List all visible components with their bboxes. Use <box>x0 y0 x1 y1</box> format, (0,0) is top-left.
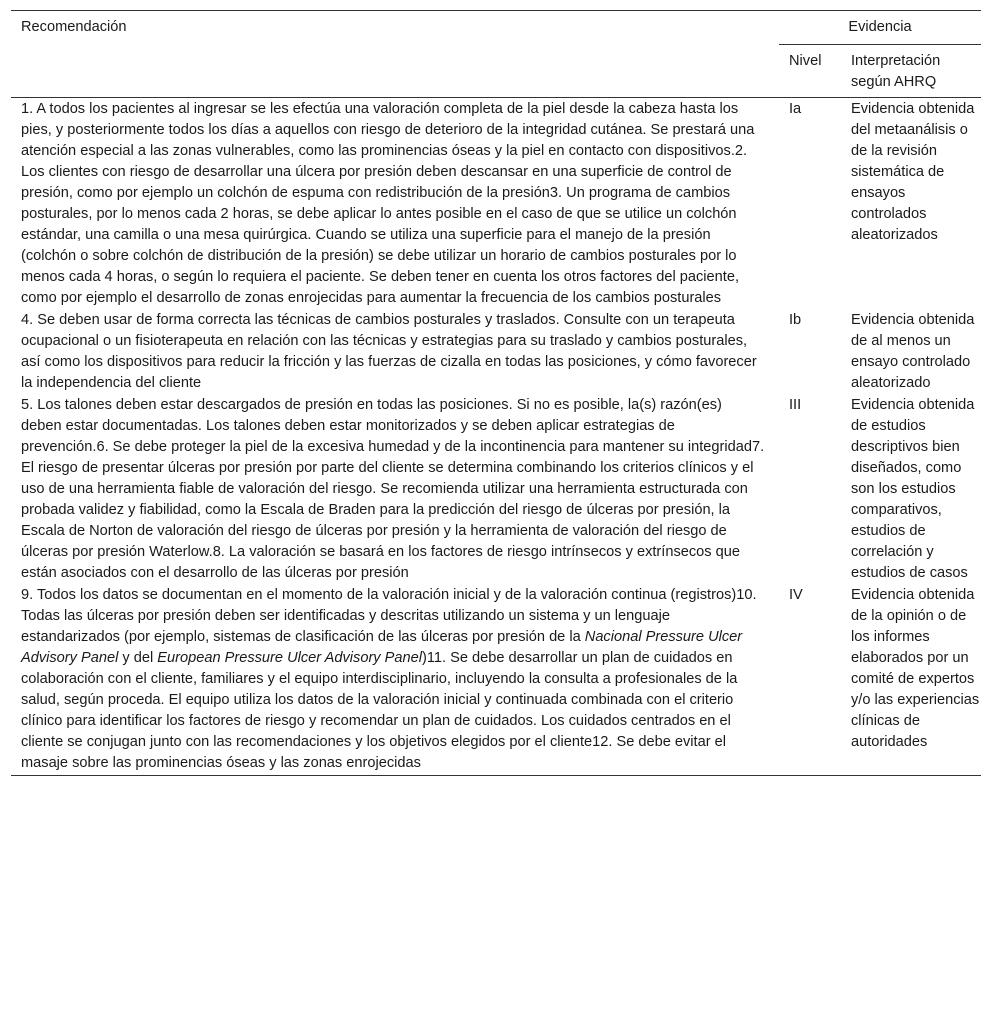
header-row <box>11 11 981 45</box>
interpretation-cell: Evidencia obtenida de estudios descriptivos bien diseñados, como son los estudios comparativos, estudios de correlación y estudios de casos <box>851 397 975 581</box>
header-recommendation: Recomendación <box>11 11 779 98</box>
evidence-table-container <box>11 10 981 776</box>
level-cell: Ia <box>789 101 802 117</box>
header-level: Nivel <box>779 45 841 98</box>
recommendations-table <box>11 10 981 776</box>
header-interpretation: Interpretación según AHRQ <box>841 45 981 98</box>
recommendation-text: y del <box>118 650 158 666</box>
recommendation-cell: 4. Se deben usar de forma correcta las técnicas de cambios posturales y traslados. Consulte con un terapeuta ocupacional o un fisioterapeuta en relación con las técnicas y estrategias para su traslado y cambios posturales, así como los dispositivos para reducir la fricción y las fuerzas de cizalla en todas las posiciones, y cómo favorecer la independencia del cliente <box>21 312 757 391</box>
level-cell: III <box>789 397 802 413</box>
recommendation-cell: 1. A todos los pacientes al ingresar se les efectúa una valoración completa de la piel desde la cabeza hasta los pies, y posteriormente todos los días a aquellos con riesgo de deterioro de la integridad cutánea. Se prestará una atención especial a las zonas vulnerables, como las prominencias óseas y la piel en contacto con dispositivos.2. Los clientes con riesgo de desarrollar una úlcera por presión deben descansar en una superficie de control de presión, como por ejemplo un colchón de espuma con redistribución de la presión3. Un programa de cambios posturales, por lo menos cada 2 horas, se debe aplicar lo antes posible en el caso de que se utilice un colchón estándar, una camilla o una mesa quirúrgica. Cuando se utiliza una superficie para el manejo de la presión (colchón o sobre colchón de distribución de la presión) se debe utilizar un horario de cambios posturales por lo menos cada 4 horas, o según lo requiera el paciente. Se deben tener en cuenta los otros factores del paciente, como por ejemplo el desarrollo de zonas enrojecidas para aumentar la frecuencia de los cambios posturales <box>21 101 755 306</box>
interpretation-cell: Evidencia obtenida de al menos un ensayo controlado aleatorizado <box>851 312 975 391</box>
recommendation-cell <box>11 584 779 776</box>
table-row <box>11 584 981 776</box>
interpretation-cell: Evidencia obtenida del metaanálisis o de la revisión sistemática de ensayos controlados aleatorizados <box>851 101 975 243</box>
level-cell: Ib <box>789 312 802 328</box>
recommendation-cell: 5. Los talones deben estar descargados de presión en todas las posiciones. Si no es posible, la(s) razón(es) deben estar documentadas. Los talones deben estar monitorizados y se deben aplicar estrategias de prevención.6. Se debe proteger la piel de la excesiva humedad y de la incontinencia para mantener su integridad7. El riesgo de presentar úlceras por presión por parte del cliente se determina combinando los criterios clínicos y el uso de una herramienta fiable de valoración del riesgo. Se recomienda utilizar una herramienta estructurada con probada validez y fiabilidad, como la Escala de Braden para la predicción del riesgo de úlceras por presión, la Escala de Norton de valoración del riesgo de úlceras por presión y la herramienta de valoración del riesgo de úlceras por presión Waterlow.8. La valoración se basará en los factores de riesgo intrínsecos y extrínsecos que están asociados con el desarrollo de las úlceras por presión <box>21 397 765 581</box>
table-row <box>11 394 981 584</box>
epuap-name: European Pressure Ulcer Advisory Panel <box>157 650 422 666</box>
table-row <box>11 309 981 394</box>
table-row <box>11 98 981 310</box>
interpretation-cell: Evidencia obtenida de la opinión o de los informes elaborados por un comité de expertos y/o las experiencias clínicas de autoridades <box>841 584 981 776</box>
level-cell: IV <box>779 584 841 776</box>
recommendation-text: )11. Se debe desarrollar un plan de cuidados en colaboración con el cliente, familiares y el equipo interdisciplinario, incluyendo la consulta a profesionales de la salud, según proceda. El equipo utiliza los datos de la valoración inicial y continuada combinada con el criterio clínico para identificar los factores de riesgo y recomendar un plan de cuidados. Los cuidados centrados en el cliente se conjugan junto con las recomendaciones y los objetivos elegidos por el cliente12. Se debe evitar el masaje sobre las prominencias óseas y las zonas enrojecidas <box>21 650 738 771</box>
npuap-name: Nacional Pressure Ulcer Advisory Panel <box>21 629 743 666</box>
header-evidence: Evidencia <box>779 11 981 45</box>
recommendation-text: 9. Todos los datos se documentan en el momento de la valoración inicial y de la valoración continua (registros)10. Todas las úlceras por presión deben ser identificadas y descritas utilizando un sistema y un lenguaje estandarizados (por ejemplo, sistemas de clasificación de las úlceras por presión de la <box>21 587 757 645</box>
